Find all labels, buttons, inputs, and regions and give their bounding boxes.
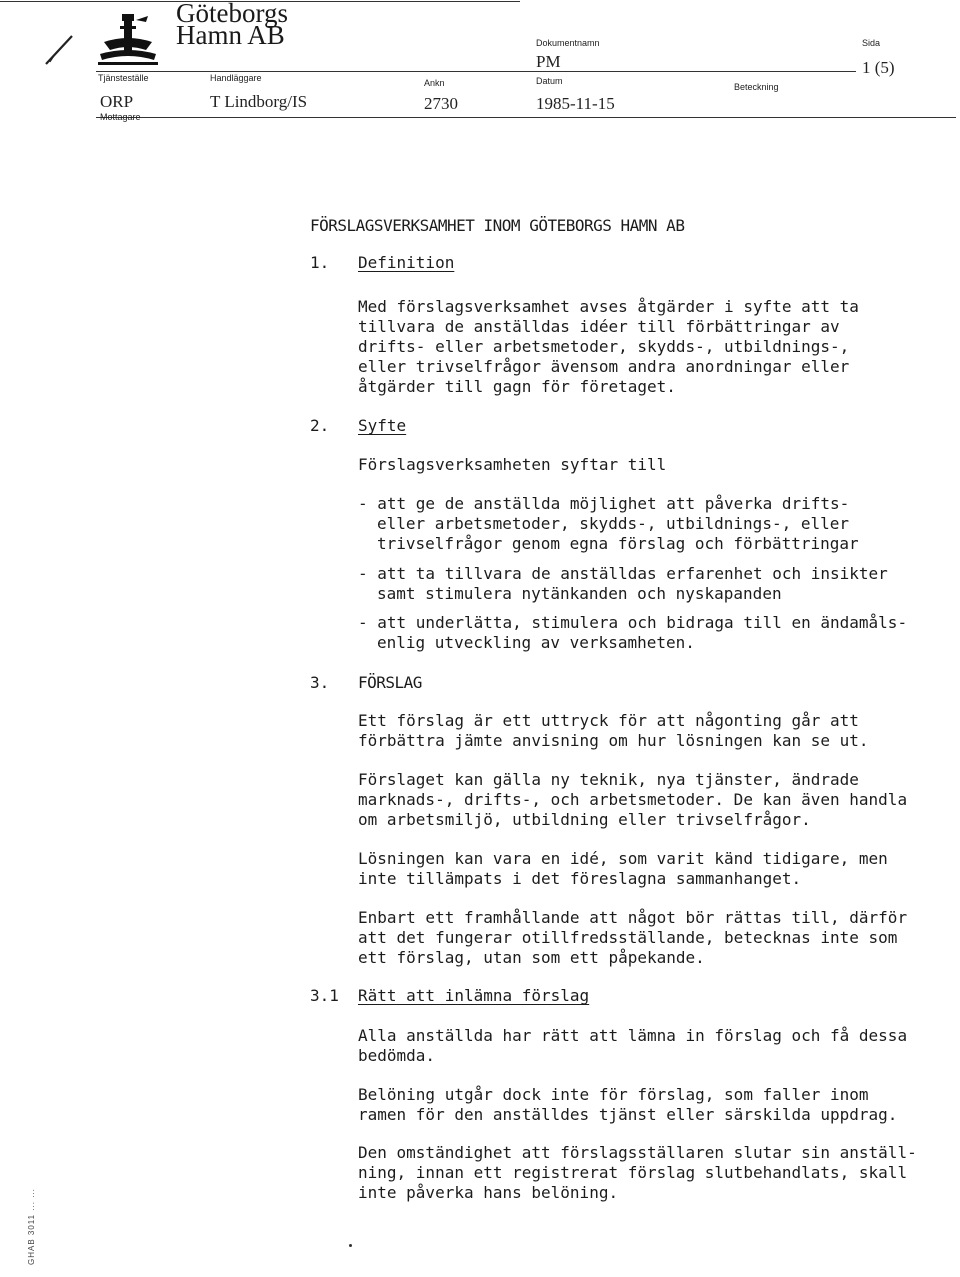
section-1-body bbox=[358, 297, 859, 397]
section-2-bullet-2 bbox=[358, 564, 888, 604]
header-rule-2 bbox=[96, 117, 956, 118]
section-3-1-paragraph-2 bbox=[358, 1085, 897, 1125]
handler-value: T Lindborg/IS bbox=[210, 92, 308, 111]
body-line: bedömda. bbox=[358, 1046, 436, 1065]
section-3-1-number: 3.1 bbox=[310, 986, 339, 1005]
section-3-1-paragraph-1 bbox=[358, 1026, 907, 1066]
bullet-line: - att underlätta, stimulera och bidraga till en ändamåls- bbox=[358, 613, 908, 632]
bullet-line: samt stimulera nytänkanden och nyskapanden bbox=[377, 584, 782, 603]
section-2-number: 2. bbox=[310, 416, 330, 435]
page-label: Sida bbox=[862, 38, 881, 48]
body-line: Alla anställda har rätt att lämna in förslag och få dessa bbox=[358, 1026, 908, 1045]
date-value: 1985-11-15 bbox=[536, 94, 615, 113]
bullet-line: eller arbetsmetoder, skydds-, utbildnings-, eller bbox=[377, 514, 850, 533]
stray-dot bbox=[349, 1244, 352, 1247]
body-line: om arbetsmiljö, utbildning eller trivselfrågor. bbox=[358, 810, 811, 829]
section-3-1-paragraph-3 bbox=[358, 1143, 917, 1203]
body-line: ning, innan ett registrerat förslag slutbehandlats, skall bbox=[358, 1163, 908, 1182]
bullet-line: trivselfrågor genom egna förslag och förbättringar bbox=[377, 534, 859, 553]
page-value: 1 (5) bbox=[862, 58, 895, 77]
section-3-number: 3. bbox=[310, 673, 330, 692]
body-line: inte tillämpats i det föreslagna sammanhanget. bbox=[358, 869, 802, 888]
section-1-number: 1. bbox=[310, 253, 330, 272]
body-line: att det fungerar otillfredsställande, betecknas inte som bbox=[358, 928, 898, 947]
body-line: Förslaget kan gälla ny teknik, nya tjänster, ändrade bbox=[358, 770, 859, 789]
body-line: Lösningen kan vara en idé, som varit känd tidigare, men bbox=[358, 849, 888, 868]
office-label: Tjänsteställe bbox=[98, 73, 149, 83]
body-line: ett förslag, utan som ett påpekande. bbox=[358, 948, 705, 967]
section-2-bullet-3 bbox=[358, 613, 907, 653]
pen-mark-icon bbox=[44, 34, 74, 66]
section-3-paragraph-4 bbox=[358, 908, 907, 968]
handler-label: Handläggare bbox=[210, 73, 262, 83]
section-3-paragraph-1 bbox=[358, 711, 869, 751]
company-name-line-1: Göteborgs bbox=[176, 0, 288, 28]
harbour-lighthouse-logo-icon bbox=[96, 12, 160, 66]
section-2-intro: Förslagsverksamheten syftar till bbox=[358, 455, 667, 474]
margin-form-number: GHAB 3011 ... ... bbox=[27, 1188, 36, 1265]
office-value: ORP bbox=[100, 92, 134, 111]
body-line: Belöning utgår dock inte för förslag, som faller inom bbox=[358, 1085, 869, 1104]
section-3-1-heading: Rätt att inlämna förslag bbox=[358, 986, 590, 1005]
body-line: Den omständighet att förslagsställaren slutar sin anställ- bbox=[358, 1143, 917, 1162]
recipient-label: Mottagare bbox=[100, 112, 141, 122]
body-line: eller trivselfrågor ävensom andra anordningar eller bbox=[358, 357, 850, 376]
section-1-heading: Definition bbox=[358, 253, 455, 272]
body-line: Med förslagsverksamhet avses åtgärder i syfte att ta bbox=[358, 297, 859, 316]
body-line: Ett förslag är ett uttryck för att någonting går att bbox=[358, 711, 859, 730]
body-line: drifts- eller arbetsmetoder, skydds-, utbildnings-, bbox=[358, 337, 850, 356]
header-rule-1 bbox=[96, 71, 856, 72]
company-name-line-2: Hamn AB bbox=[176, 20, 285, 50]
date-label: Datum bbox=[536, 76, 563, 86]
designation-label: Beteckning bbox=[734, 82, 779, 92]
bullet-line: - att ta tillvara de anställdas erfarenhet och insikter bbox=[358, 564, 888, 583]
section-3-paragraph-2 bbox=[358, 770, 907, 830]
body-line: marknads-, drifts-, och arbetsmetoder. De kan även handla bbox=[358, 790, 908, 809]
bullet-line: enlig utveckling av verksamheten. bbox=[377, 633, 695, 652]
body-line: Enbart ett framhållande att något bör rättas till, därför bbox=[358, 908, 908, 927]
section-2-bullet-1 bbox=[358, 494, 859, 554]
body-line: åtgärder till gagn för företaget. bbox=[358, 377, 676, 396]
body-line: tillvara de anställdas idéer till förbättringar av bbox=[358, 317, 840, 336]
section-3-heading: FÖRSLAG bbox=[358, 673, 422, 692]
doc-name-value: PM bbox=[536, 52, 561, 71]
section-2-heading: Syfte bbox=[358, 416, 407, 435]
body-line: ramen för den anställdes tjänst eller särskilda uppdrag. bbox=[358, 1105, 898, 1124]
doc-name-label: Dokumentnamn bbox=[536, 38, 600, 48]
ext-value: 2730 bbox=[424, 94, 458, 113]
body-line: förbättra jämte anvisning om hur lösningen kan se ut. bbox=[358, 731, 869, 750]
bullet-line: - att ge de anställda möjlighet att påverka drifts- bbox=[358, 494, 850, 513]
body-line: inte påverka hans belöning. bbox=[358, 1183, 619, 1202]
company-name bbox=[176, 0, 288, 50]
document-title: FÖRSLAGSVERKSAMHET INOM GÖTEBORGS HAMN AB bbox=[310, 216, 685, 235]
section-3-paragraph-3 bbox=[358, 849, 888, 889]
ext-label: Ankn bbox=[424, 78, 445, 88]
